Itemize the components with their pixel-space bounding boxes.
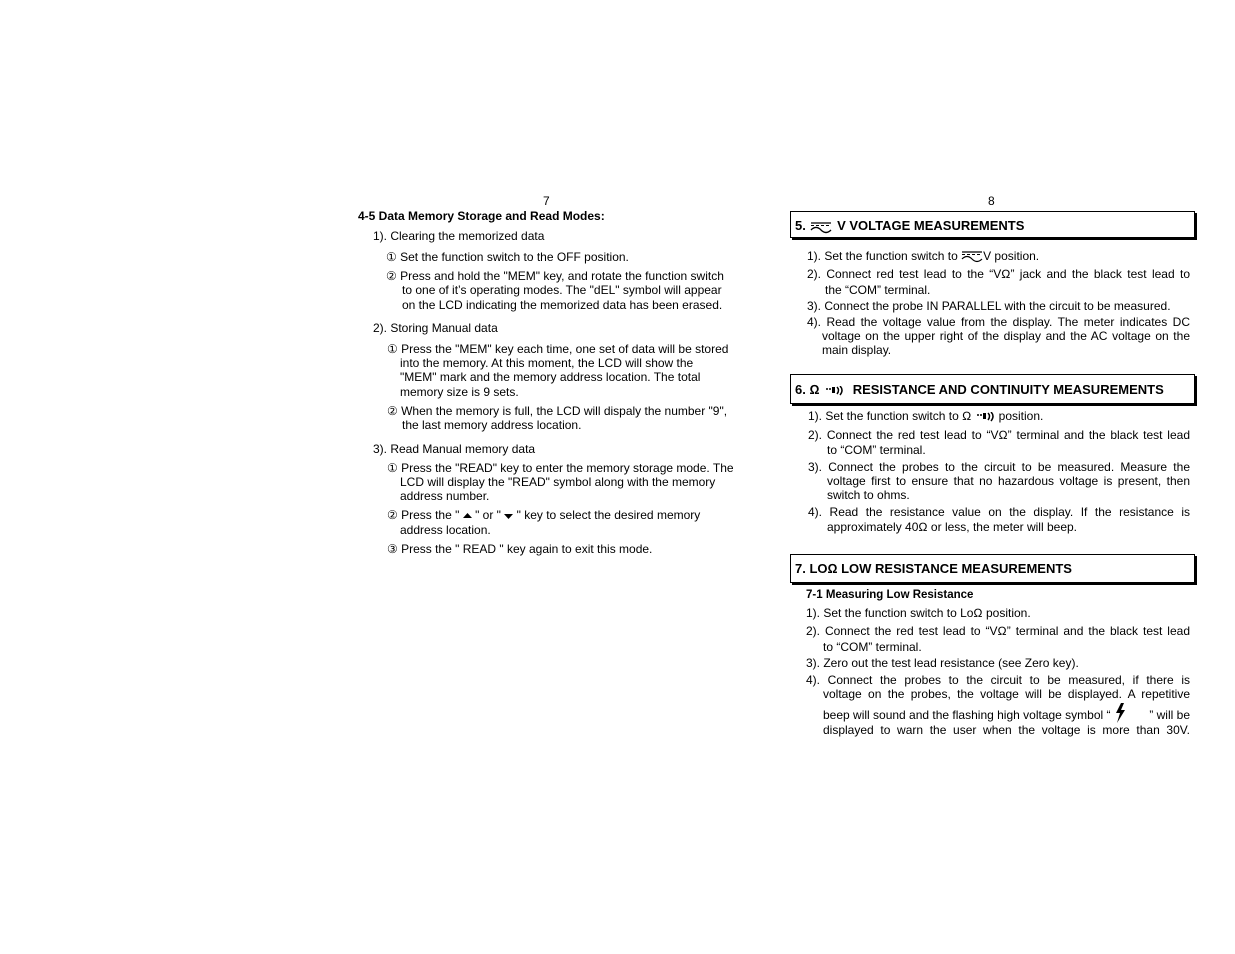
list-item xyxy=(807,249,1039,264)
list-item-text: ② Press the " xyxy=(387,508,460,522)
list-item: 4). Connect the probes to the circuit to be measured, if there is xyxy=(806,673,1190,687)
list-item: 2). Connect the red test lead to “VΩ” terminal and the black test lead xyxy=(808,428,1190,442)
list-item: ③ Press the " READ " key again to exit this mode. xyxy=(387,542,653,556)
list-item-cont: voltage on the upper right of the display and the AC voltage on the xyxy=(822,329,1190,343)
down-arrow-icon xyxy=(504,512,513,520)
list-item-cont: voltage on the probes, the voltage will be displayed. A repetitive xyxy=(823,687,1190,701)
continuity-beeper-icon xyxy=(976,412,996,422)
ac-dc-voltage-icon xyxy=(961,250,983,263)
list-item-cont: to “COM” terminal. xyxy=(827,443,926,457)
list-item-cont: the “COM” terminal. xyxy=(825,283,931,297)
list-item-cont: to “COM” terminal. xyxy=(823,640,922,654)
section-6-title: RESISTANCE AND CONTINUITY MEASUREMENTS xyxy=(852,382,1164,397)
list-item-text: " key to select the desired memory xyxy=(516,508,701,522)
list-item: ① Press the "READ" key to enter the memory storage mode. The xyxy=(387,461,734,475)
list-item-cont: switch to ohms. xyxy=(827,488,910,502)
up-arrow-icon xyxy=(463,512,472,520)
list-item: ② Press and hold the "MEM" key, and rotate the function switch xyxy=(386,269,724,283)
list-item-cont: into the memory. At this moment, the LCD will show the xyxy=(400,356,694,370)
list-item-cont: on the LCD indicating the memorized data has been erased. xyxy=(402,298,723,312)
page-number-right: 8 xyxy=(988,194,995,208)
subsection-title: 2). Storing Manual data xyxy=(373,321,498,335)
list-item: 3). Connect the probes to the circuit to be measured. Measure the xyxy=(808,460,1190,474)
list-item-cont: the last memory address location. xyxy=(402,418,582,432)
section-5-title: V VOLTAGE MEASUREMENTS xyxy=(837,218,1025,233)
subsection-title: 7-1 Measuring Low Resistance xyxy=(806,589,974,601)
list-item: 3). Connect the probe IN PARALLEL with the circuit to be measured. xyxy=(807,299,1171,313)
list-item-cont: LCD will display the "READ" symbol along with the memory xyxy=(400,475,716,489)
list-item: 3). Zero out the test lead resistance (see Zero key). xyxy=(806,656,1079,670)
list-item-text: ” will be xyxy=(1149,708,1190,722)
list-item: 2). Connect red test lead to the “VΩ” jack and the black test lead to xyxy=(807,267,1190,281)
list-item: ① Set the function switch to the OFF position. xyxy=(386,250,629,264)
list-item: ② When the memory is full, the LCD will dispaly the number "9", xyxy=(387,404,728,418)
list-item: 1). Set the function switch to LoΩ position. xyxy=(806,606,1031,620)
section-6-number: 6. Ω xyxy=(795,382,820,397)
section-7-title: 7. LOΩ LOW RESISTANCE MEASUREMENTS xyxy=(795,561,1072,576)
section-heading: 4-5 Data Memory Storage and Read Modes: xyxy=(358,209,605,223)
ac-dc-voltage-icon xyxy=(810,220,832,234)
list-item: ① Press the "MEM" key each time, one set of data will be stored xyxy=(387,342,729,356)
page-number-left: 7 xyxy=(543,194,550,208)
list-item-cont xyxy=(823,708,1190,723)
list-item-text: 1). Set the function switch to xyxy=(807,249,958,263)
list-item-text: 1). Set the function switch to Ω xyxy=(808,409,972,423)
list-item-text: beep will sound and the flashing high voltage symbol “ xyxy=(823,708,1111,722)
list-item-cont: to one of it’s operating modes. The "dEL" symbol will appear xyxy=(402,283,722,297)
list-item-cont: voltage first to ensure that no hazardous voltage is present, then xyxy=(827,474,1190,488)
high-voltage-icon xyxy=(1114,703,1126,723)
list-item-cont: approximately 40Ω or less, the meter will beep. xyxy=(827,520,1077,534)
list-item-cont: displayed to warn the user when the voltage is more than 30V. xyxy=(823,723,1190,737)
section-6-header xyxy=(790,374,1195,404)
list-item xyxy=(808,409,1043,424)
list-item-cont: address number. xyxy=(400,489,490,503)
list-item: 4). Read the voltage value from the display. The meter indicates DC xyxy=(807,315,1190,329)
section-5-number: 5. xyxy=(795,218,806,233)
list-item: 4). Read the resistance value on the display. If the resistance is xyxy=(808,505,1190,519)
list-item xyxy=(387,508,700,523)
subsection-title: 3). Read Manual memory data xyxy=(373,442,536,456)
list-item: 2). Connect the red test lead to “VΩ” terminal and the black test lead xyxy=(806,624,1190,638)
list-item-text: " or " xyxy=(475,508,501,522)
section-7-header xyxy=(790,554,1195,583)
section-5-header xyxy=(790,211,1195,238)
continuity-beeper-icon xyxy=(825,386,845,396)
list-item-cont: "MEM" mark and the memory address location. The total xyxy=(400,370,701,384)
list-item-text: position. xyxy=(998,409,1044,423)
list-item-cont: memory size is 9 sets. xyxy=(400,385,519,399)
list-item-cont: main display. xyxy=(822,343,892,357)
list-item-text: V position. xyxy=(983,249,1040,263)
subsection-title: 1). Clearing the memorized data xyxy=(373,229,545,243)
list-item-cont: address location. xyxy=(400,523,491,537)
